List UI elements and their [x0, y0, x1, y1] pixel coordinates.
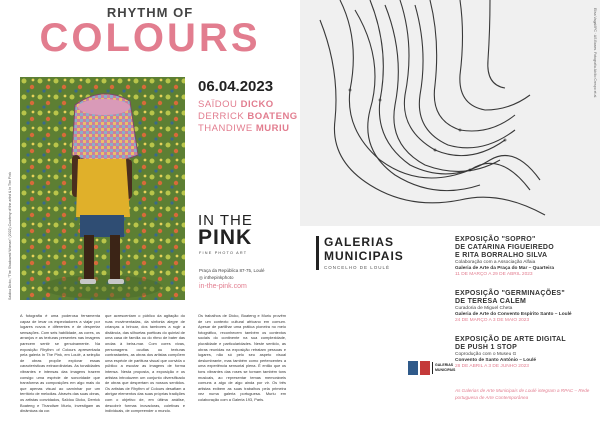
photo-credit: Saidou Dicko, "The Shadowed Woman" (2022) Courtesy of the artist & In The Pink — [8, 172, 12, 300]
exhibition-1-title-3: E RITA BORRALHO SILVA — [455, 252, 548, 259]
subtitle: RHYTHM OF — [106, 5, 194, 20]
main-title: COLOURS — [39, 16, 261, 60]
artist-1: SAÏDOU DICKO — [198, 99, 274, 110]
exhibition-2-title-2: DE TERESA CALEM — [455, 298, 527, 305]
exhibition-1-title-2: DE CATARINA FIGUEIREDO — [455, 244, 555, 251]
gallery-contact — [199, 267, 265, 281]
sculpture-illustration — [300, 0, 600, 226]
exhibition-2 — [455, 290, 595, 325]
gallery-name-line1: GALERIAS — [324, 235, 395, 249]
exhibition-2-venue: Galeria de Arte do Convento Espírito Santo – Loulé — [455, 312, 572, 318]
artist-list — [198, 99, 298, 135]
text-column-1: A fotografia é uma poderosa ferramenta capaz de levar os espectadores a viajar por lugares novos e diferentes e de despertar sensações. Com seis habilidade, as cores, os arranjos e as texturas presentes nas imagens parecem sentir se genuinamente. Na exposição Rhythm of Colours apresentada pela galeria In The Pink, em Loulé, a seleção de obras propõe explorar essas características extraordinárias. As tonalidades vibrantes e intensas das imagens trazem consigo uma espécie de sonoridade que transforma as composições em algo mais do que apenas visual ao caminhar por um território de melodias. Através das suas obras, os artistas convidados, Saïdou Dicko, Derrick Boateng e Thandiwe Muriu, investigam as dinâmicas da cor. — [20, 313, 101, 414]
exhibition-3-title-2: DE PUSH 1 STOP — [455, 344, 518, 351]
exhibition-3 — [455, 336, 595, 371]
sculpture-credit: Elisa Vagal/IFC · AS Bases. Fotografia Abílio Crespo et al. — [593, 8, 597, 99]
exhibition-1-title: EXPOSIÇÃO "SOPRO" — [455, 236, 536, 243]
exhibition-3-venue: Convento de Santo António – Loulé — [455, 358, 537, 364]
artist-2: DERRICK BOATENG — [198, 111, 298, 122]
gallery-logo-tagline: FINE PHOTO ART — [199, 251, 248, 255]
instagram-icon: ◎ — [199, 275, 205, 280]
exhibition-2-collab: Curadoria de Miguel Cheta — [455, 306, 513, 311]
gallery-logo-line1: IN THE — [198, 212, 253, 229]
text-column-2: que acrescentam o público da agitação do ruas movimentadas, da sinfonia alegre de crianças a brincar, dos tambores a rugir a distância, das silhuetas poéticas do quintal de uma casa de família ou do ritmo de bater das ondas à beira-mar. Com cores vivas, personagens ocultas ou texturas contrastantes, as obras dos artistas compõem uma espécie de partitura visual que convida o público a escutar as imagens de forma intensa. Nesta proposta, a exposição e os artistas introduzem um conjunto diversificado de obras que despertam os nossos sentidos. Os artistas de Rhythm of Colours desafiam a abrigar elementos das suas próprias tradições com o objetivo de, em última análise, descobrir formas inovadoras, coletivas e individuais, de compreender o mundo. — [105, 313, 185, 414]
gallery-logo-line2: PINK — [198, 226, 253, 249]
photo-illustration — [20, 77, 185, 300]
logos-label: GALERIAS MUNICIPAIS — [435, 363, 456, 372]
text-column-3: Os trabalhos de Dicko, Boateng e Muriu provêm de um contexto cultural africano em comum. Apesar de partilhar uma prática pioneira no meio fotográfico, reconhecem também os contextos sociais do continente na sua complexidade, pluralidade e particularidades. Neste sentido, as obras reunidas na exposição retratam pessoas e lugares, não só pelo seu aspeto visual deslumbrante, mas também como pertencentes a uma experiência sensorial plena. É então que os tons vibrantes das roses se tornam também tons musicais, ao representar temas memoráveis comuns a algo de algo ainda por vir. Os três artistas exibem as suas trabalhos pela primeira vez numa galeria portuguesa. Muriu em colaboração com a Galeria 193, Paris. — [198, 313, 286, 402]
exhibition-3-dates: 28 DE ABRIL A 3 DE JUNHO 2023 — [455, 364, 529, 370]
exhibition-1 — [455, 236, 595, 279]
exhibition-1-dates: 11 DE MARÇO A 29 DE ABRIL 2023 — [455, 272, 533, 278]
gallery-accent-bar — [316, 236, 319, 270]
artist-3: THANDIWE MURIU — [198, 123, 290, 134]
gallery-name-line2: MUNICIPAIS — [324, 249, 404, 263]
event-date: 06.04.2023 — [198, 78, 274, 95]
gallery-municipality: CONCELHO DE LOULÉ — [324, 265, 391, 270]
gallery-website-link[interactable]: in-the-pink.com — [199, 283, 247, 290]
exhibition-1-collab: Colaboração com a Associação Alfaia — [455, 260, 536, 265]
gallery-handle: ◎ inthepinkphoto — [199, 275, 234, 280]
exhibition-1-venue: Galeria de Arte da Praça do Mar – Quarteira — [455, 266, 554, 272]
exhibition-2-title: EXPOSIÇÃO "GERMINAÇÕES" — [455, 290, 565, 297]
exhibition-3-title: EXPOSIÇÃO DE ARTE DIGITAL — [455, 336, 566, 343]
footer-note: As Galerias de Arte Municipais de Loulé integram a RPAC – Rede portuguesa de Arte Contemporânea — [455, 388, 590, 400]
gallery-address: Praça da República 87-75, Loulé — [199, 268, 265, 273]
exhibition-2-dates: 24 DE MARÇO A 3 DE MAIO 2023 — [455, 318, 530, 324]
sponsor-logos — [408, 360, 468, 376]
wire-sculpture-photo — [300, 0, 600, 226]
featured-photo — [20, 77, 185, 300]
exhibition-3-collab: Coprodução com o Museu G — [455, 352, 517, 357]
